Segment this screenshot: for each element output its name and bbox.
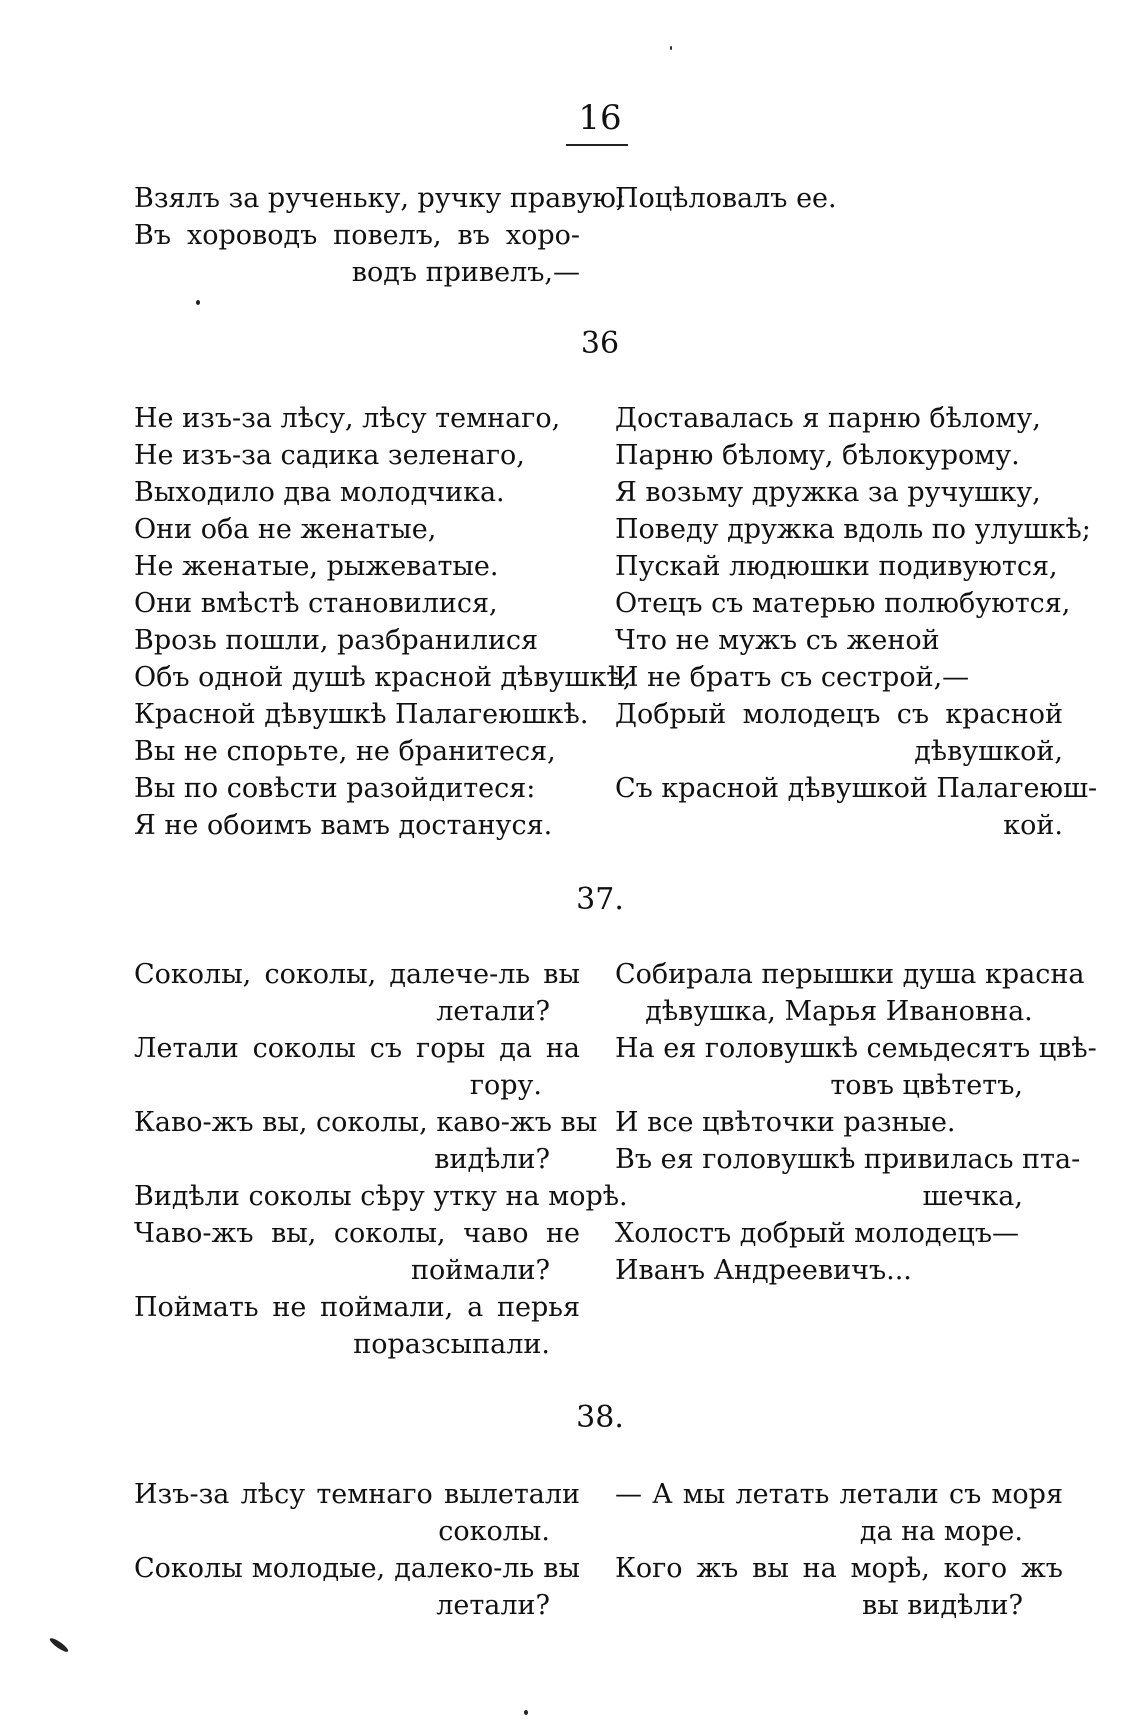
verse-line: Съ красной дѣвушкой Палагеюш-	[615, 773, 1098, 804]
verse-line: Поведу дружка вдоль по улушкѣ;	[615, 514, 1091, 545]
page-number: 16	[578, 98, 622, 138]
verse-line: дѣвушка, Марья Ивановна.	[645, 996, 1033, 1027]
verse-line: Поцѣловалъ ее.	[615, 183, 837, 214]
page-number-rule	[566, 144, 628, 146]
verse-line: Что не мужъ съ женой	[615, 625, 940, 656]
verse-line: Не изъ-за садика зеленаго,	[134, 440, 525, 471]
verse-line: Взялъ за рученьку, ручку правую;	[134, 183, 625, 214]
verse-line: Объ одной душѣ красной дѣвушкѣ,	[134, 662, 632, 693]
verse-line: Выходило два молодчика.	[134, 477, 505, 508]
verse-line: Добрый молодецъ съ красной	[615, 699, 1063, 730]
verse-line: Кого жъ вы на морѣ, кого жъ	[615, 1553, 1063, 1584]
intro-right-column	[615, 180, 1063, 217]
verse-line: поразсыпали.	[353, 1329, 550, 1360]
verse-line: Доставалась я парню бѣлому,	[615, 403, 1041, 434]
verse-line: летали?	[436, 1590, 550, 1621]
verse-line: Холостъ добрый молодецъ—	[615, 1218, 1019, 1249]
verse-line: Видѣли соколы сѣру утку на морѣ.	[134, 1181, 628, 1212]
scan-mark	[196, 300, 200, 305]
verse-line: Иванъ Андреевичъ...	[615, 1255, 912, 1286]
verse-line: товъ цвѣтетъ,	[830, 1070, 1023, 1101]
song-38-right-column	[615, 1476, 1063, 1624]
verse-line: Они оба не женатые,	[134, 514, 437, 545]
verse-line: Пускай людюшки подивуются,	[615, 551, 1058, 582]
verse-line: Вы по совѣсти разойдитеся:	[134, 773, 536, 804]
verse-line: Врозь пошли, разбранилися	[134, 625, 539, 656]
verse-line: летали?	[436, 996, 550, 1027]
verse-line: Каво-жъ вы, соколы, каво-жъ вы	[134, 1107, 598, 1138]
verse-line: шечка,	[922, 1181, 1023, 1212]
song-number: 38.	[576, 1400, 624, 1435]
scan-mark	[524, 1710, 528, 1715]
scan-mark	[48, 1636, 69, 1654]
verse-line: Я возьму дружка за ручушку,	[615, 477, 1041, 508]
verse-line: Отецъ съ матерью полюбуются,	[615, 588, 1071, 619]
verse-line: да на море.	[859, 1516, 1023, 1547]
verse-line: Собирала перышки душа красна	[615, 959, 1085, 990]
verse-line: соколы.	[438, 1516, 550, 1547]
verse-line: Они вмѣстѣ становилися,	[134, 588, 498, 619]
verse-line: Я не обоимъ вамъ достануся.	[134, 810, 553, 841]
verse-line: дѣвушкой,	[914, 736, 1063, 767]
verse-line: Соколы, соколы, далече-ль вы	[134, 959, 580, 990]
verse-line: Летали соколы съ горы да на	[134, 1033, 580, 1064]
verse-line: вы видѣли?	[862, 1590, 1023, 1621]
verse-line: — А мы летать летали съ моря	[615, 1479, 1063, 1510]
verse-line: Не женатые, рыжеватые.	[134, 551, 499, 582]
verse-line: Не изъ-за лѣсу, лѣсу темнаго,	[134, 403, 561, 434]
song-38-left-column	[134, 1476, 580, 1624]
verse-line: Красной дѣвушкѣ Палагеюшкѣ.	[134, 699, 589, 730]
verse-line: водъ привелъ,—	[351, 257, 580, 288]
verse-line: Вы не спорьте, не бранитеся,	[134, 736, 556, 767]
intro-left-column	[134, 180, 625, 291]
verse-line: И все цвѣточки разные.	[615, 1107, 956, 1138]
song-36-left-column	[134, 400, 632, 844]
song-36-right-column	[615, 400, 1098, 844]
verse-line: гору.	[469, 1070, 542, 1101]
verse-line: И не братъ съ сестрой,—	[615, 662, 970, 693]
verse-line: Изъ-за лѣсу темнаго вылетали	[134, 1479, 580, 1510]
verse-line: кой.	[1003, 810, 1063, 841]
verse-line: Чаво-жъ вы, соколы, чаво не	[134, 1218, 580, 1249]
verse-line: Въ хороводъ повелъ, въ хоро-	[134, 220, 580, 251]
verse-line: Въ ея головушкѣ привилась пта-	[615, 1144, 1081, 1175]
song-37-right-column	[615, 956, 1097, 1289]
verse-line: Парню бѣлому, бѣлокурому.	[615, 440, 1020, 471]
verse-line: Соколы молодые, далеко-ль вы	[134, 1553, 580, 1584]
verse-line: поймали?	[411, 1255, 550, 1286]
verse-line: видѣли?	[434, 1144, 550, 1175]
song-number: 36	[580, 326, 620, 361]
verse-line: Поймать не поймали, а перья	[134, 1292, 580, 1323]
scan-mark	[670, 46, 672, 50]
verse-line: На ея головушкѣ семьдесятъ цвѣ-	[615, 1033, 1097, 1064]
song-37-left-column	[134, 956, 628, 1363]
song-number: 37.	[576, 882, 624, 917]
